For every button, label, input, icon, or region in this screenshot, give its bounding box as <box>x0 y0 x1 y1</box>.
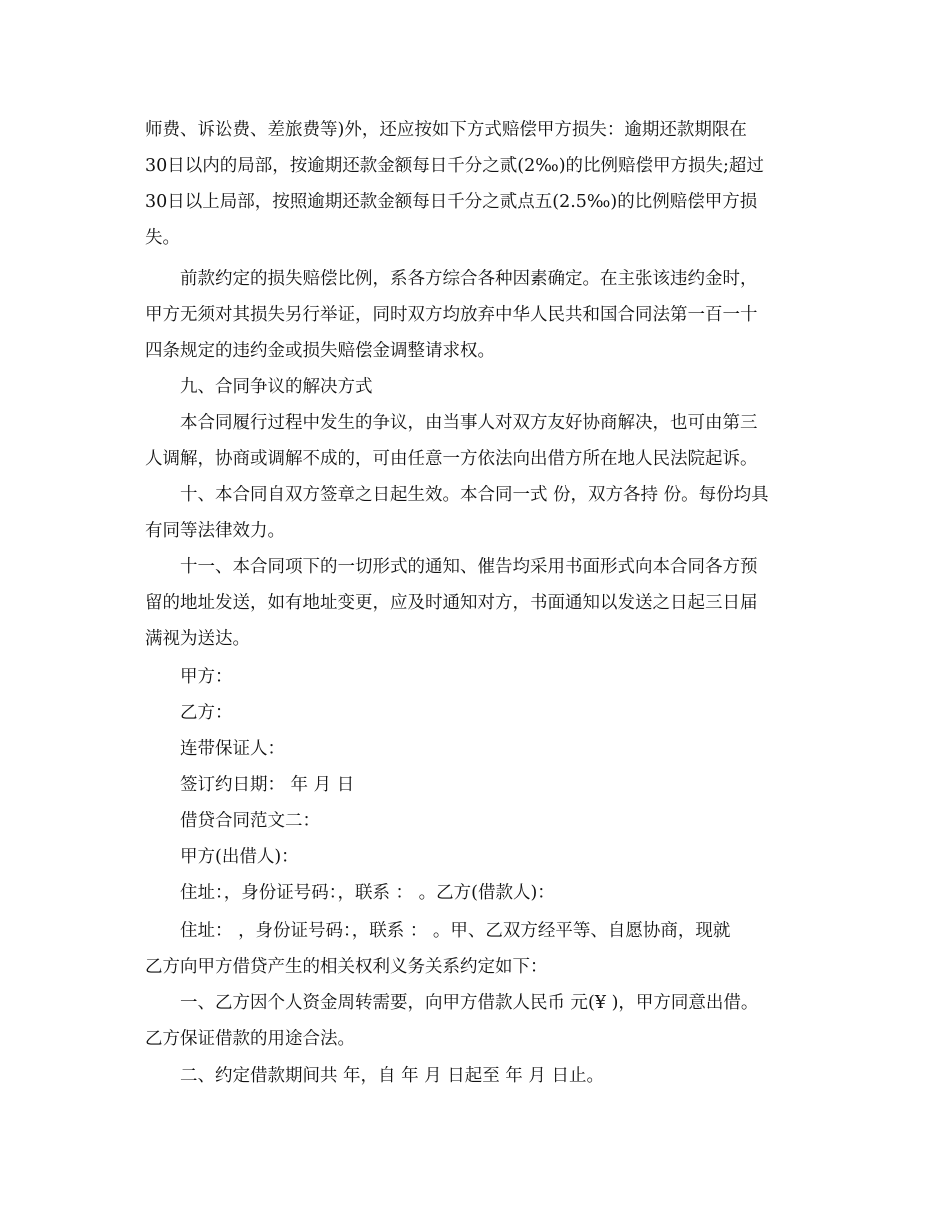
text-line: 十、本合同自双方签章之日起生效。本合同一式 份，双方各持 份。每份均具 <box>180 485 769 505</box>
text-line: 失。 <box>145 228 180 248</box>
guarantor-label: 连带保证人： <box>180 739 285 759</box>
text-line: 四条规定的违约金或损失赔偿金调整请求权。 <box>145 341 495 361</box>
text-line: 留的地址发送，如有地址变更，应及时通知对方，书面通知以发送之日起三日届 <box>145 593 758 613</box>
text-line: 有同等法律效力。 <box>145 521 285 541</box>
paragraph-loan-purpose <box>145 985 810 1057</box>
text-line: 乙方向甲方借贷产生的相关权利义务关系约定如下： <box>145 957 548 977</box>
paragraph-penalty-terms <box>145 112 810 256</box>
section-heading-dispute <box>145 369 810 405</box>
signature-block <box>145 659 810 911</box>
text-line: 前款约定的损失赔偿比例，系各方综合各种因素确定。在主张该违约金时， <box>180 269 758 289</box>
template-two-title: 借贷合同范文二： <box>180 811 320 831</box>
text-line: 本合同履行过程中发生的争议，由当事人对双方友好协商解决，也可由第三 <box>180 413 758 433</box>
text-line: 乙方保证借款的用途合法。 <box>145 1029 355 1049</box>
signing-date-label: 签订约日期： 年 月 日 <box>180 775 355 795</box>
paragraph-loan-term <box>145 1058 810 1094</box>
section-title: 九、合同争议的解决方式 <box>180 377 373 397</box>
party-b-label: 乙方： <box>180 703 233 723</box>
party-a-label: 甲方： <box>180 667 233 687</box>
text-line: 二、约定借款期间共 年，自 年 月 日起至 年 月 日止。 <box>180 1066 604 1086</box>
paragraph-compensation-ratio <box>145 261 810 369</box>
text-line: 30日以上局部，按照逾期还款金额每日千分之贰点五(2.5‰)的比例赔偿甲方损 <box>145 192 758 212</box>
paragraph-effectiveness <box>145 477 810 549</box>
text-line: 住址： ，身份证号码：，联系 ： 。甲、乙双方经平等、自愿协商，现就 <box>180 921 731 941</box>
text-line: 满视为送达。 <box>145 629 250 649</box>
paragraph-notices <box>145 549 810 657</box>
text-line: 一、乙方因个人资金周转需要，向甲方借款人民币 元(¥ )，甲方同意出借。 <box>180 993 759 1013</box>
text-line: 人调解，协商或调解不成的，可由任意一方依法向出借方所在地人民法院起诉。 <box>145 449 758 469</box>
text-line: 甲方无须对其损失另行举证，同时双方均放弃中华人民共和国合同法第一百一十 <box>145 305 758 325</box>
lender-label: 甲方(出借人)： <box>180 847 299 867</box>
paragraph-dispute-resolution <box>145 405 810 477</box>
text-line: 师费、诉讼费、差旅费等)外，还应按如下方式赔偿甲方损失：逾期还款期限在 <box>145 120 747 140</box>
text-line: 30日以内的局部，按逾期还款金额每日千分之贰(2‰)的比例赔偿甲方损失;超过 <box>145 156 764 176</box>
paragraph-agreement-intro <box>145 913 810 985</box>
text-line: 十一、本合同项下的一切形式的通知、催告均采用书面形式向本合同各方预 <box>180 557 758 577</box>
address-line: 住址：，身份证号码：，联系 ： 。乙方(借款人)： <box>180 883 555 903</box>
